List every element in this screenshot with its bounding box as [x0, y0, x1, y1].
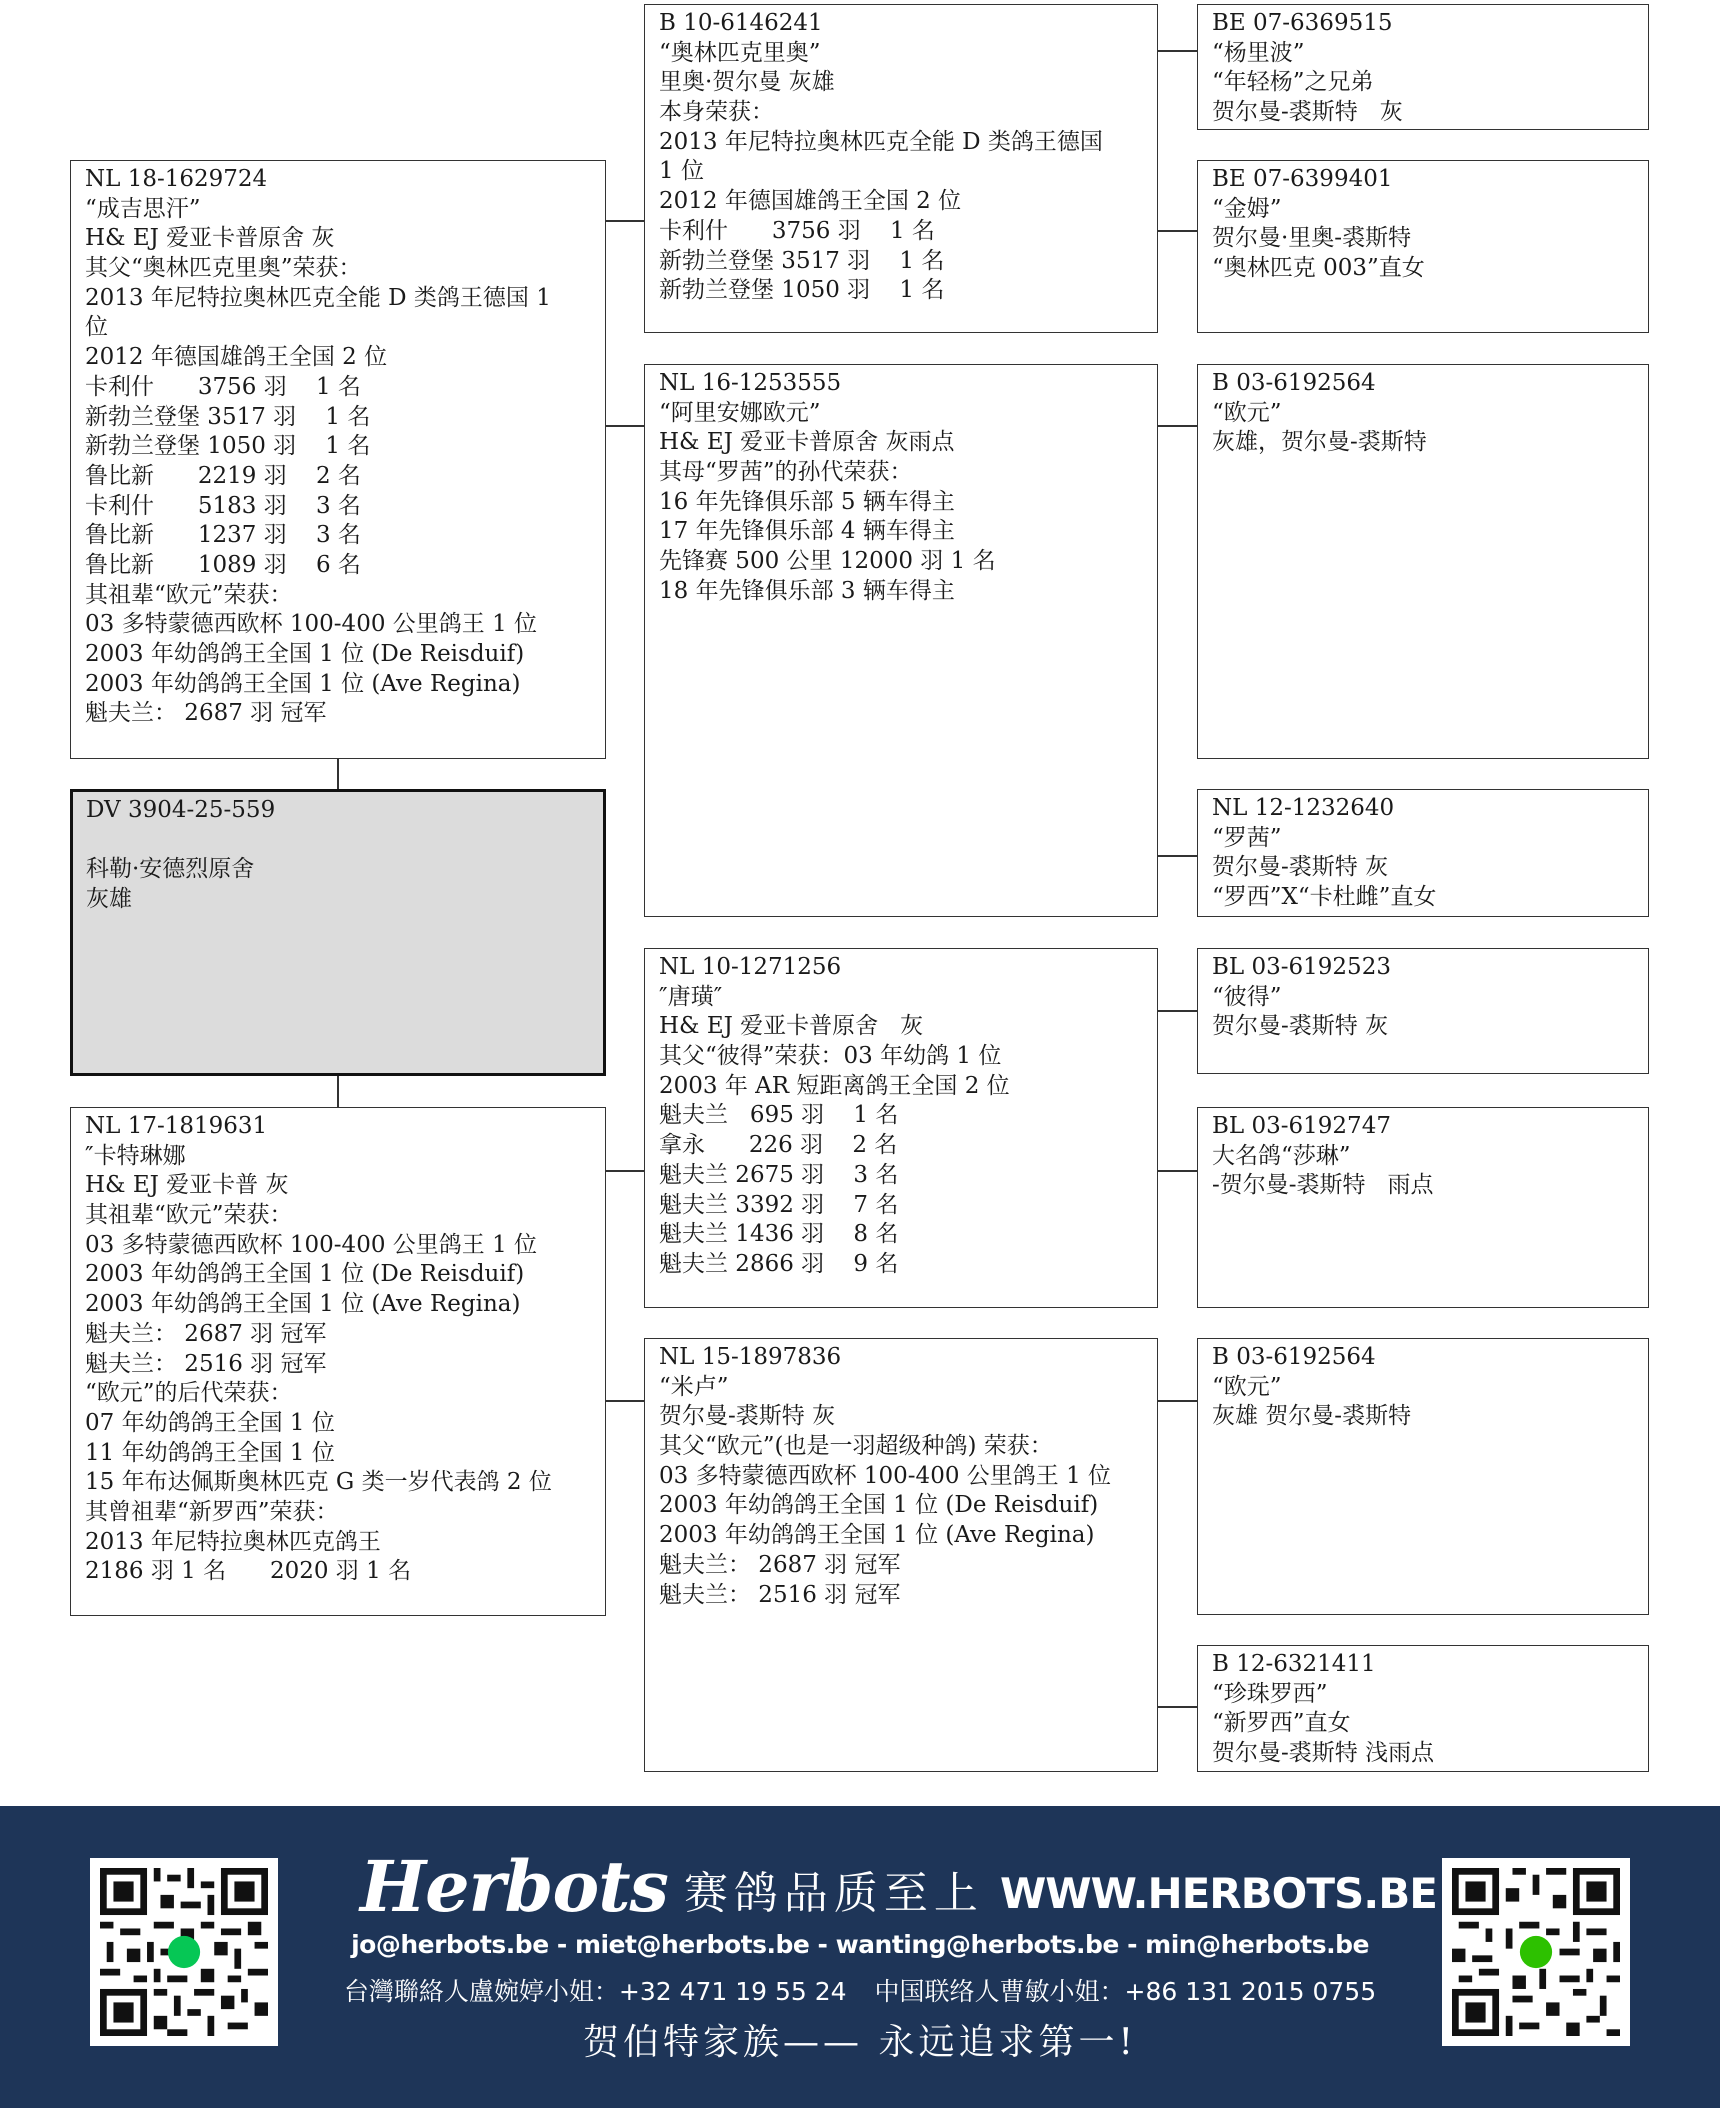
- pedigree-line: 灰雄: [86, 886, 132, 913]
- pedigree-line: H& EJ 爱亚卡普原舍 灰雨点: [659, 429, 955, 456]
- connector-line: [1158, 1400, 1197, 1402]
- pedigree-line: 2186 羽 1 名 2020 羽 1 名: [85, 1558, 412, 1585]
- pedigree-line: 贺尔曼-裘斯特 灰: [1212, 99, 1403, 126]
- dam-box: [70, 1107, 606, 1616]
- pedigree-line: NL 17-1819631: [85, 1113, 268, 1139]
- pedigree-line: “米卢”: [659, 1373, 729, 1400]
- pedigree-line: B 03-6192564: [1212, 370, 1376, 396]
- brand-slogan: 赛鸽品质至上: [683, 1868, 984, 1919]
- pedigree-line: B 12-6321411: [1212, 1651, 1376, 1677]
- pedigree-line: 贺尔曼-裘斯特 灰: [1212, 854, 1389, 881]
- pedigree-line: “欧元”: [1212, 399, 1282, 426]
- pedigree-line: 2003 年幼鸽鸽王全国 1 位 (Ave Regina): [659, 1522, 1095, 1549]
- pedigree-line: 18 年先锋俱乐部 3 辆车得主: [659, 577, 955, 604]
- pedigree-line: “成吉思汗”: [85, 195, 201, 222]
- pedigree-line: 2012 年德国雄鸽王全国 2 位: [85, 344, 388, 371]
- pedigree-line: BE 07-6369515: [1212, 10, 1393, 36]
- pedigree-line: 2003 年幼鸽鸽王全国 1 位 (Ave Regina): [85, 670, 521, 697]
- pedigree-line: “金姆”: [1212, 195, 1282, 222]
- ss-sire-box: [1197, 4, 1649, 130]
- pedigree-line: 2003 年幼鸽鸽王全国 1 位 (De Reisduif): [85, 1261, 525, 1288]
- pedigree-line: 魁夫兰 695 羽 1 名: [659, 1102, 899, 1129]
- pedigree-line: 卡利什 5183 羽 3 名: [85, 492, 361, 519]
- pedigree-line: 里奥·贺尔曼 灰雄: [659, 69, 835, 96]
- pedigree-line: 16 年先锋俱乐部 5 辆车得主: [659, 488, 955, 515]
- pedigree-line: B 10-6146241: [659, 10, 823, 36]
- pedigree-line: 15 年布达佩斯奥林匹克 G 类一岁代表鸽 2 位: [85, 1469, 552, 1496]
- pedigree-line: 魁夫兰 2675 羽 3 名: [659, 1161, 899, 1188]
- pedigree-line: H& EJ 爱亚卡普 灰: [85, 1172, 289, 1199]
- pedigree-line: 魁夫兰： 2687 羽 冠军: [85, 700, 327, 727]
- pedigree-line: “彼得”: [1212, 983, 1282, 1010]
- pedigree-line: NL 18-1629724: [85, 166, 268, 192]
- pedigree-line: 魁夫兰： 2516 羽 冠军: [659, 1581, 901, 1608]
- pedigree-line: NL 12-1232640: [1212, 795, 1395, 821]
- pedigree-line: 17 年先锋俱乐部 4 辆车得主: [659, 518, 955, 545]
- contact-china: 中国联络人曹敏小姐：+86 131 2015 0755: [874, 1977, 1377, 2006]
- pedigree-line: 2013 年尼特拉奥林匹克全能 D 类鸽王德国: [659, 128, 1103, 155]
- sire-box: [70, 160, 606, 759]
- qr-code-wechat[interactable]: [1442, 1858, 1630, 2046]
- pedigree-line: 其曾祖辈“新罗西”荣获：: [85, 1498, 339, 1525]
- connector-line: [606, 1400, 644, 1402]
- pedigree-line: “珍珠罗西”: [1212, 1680, 1328, 1707]
- pedigree-line: 魁夫兰 3392 羽 7 名: [659, 1191, 899, 1218]
- pedigree-line: 贺尔曼-裘斯特 灰: [659, 1403, 836, 1430]
- sd-sire-box: [1197, 364, 1649, 759]
- pedigree-line: 2003 年 AR 短距离鸽王全国 2 位: [659, 1072, 1010, 1099]
- pedigree-line: 贺尔曼·里奥-裘斯特: [1212, 225, 1412, 252]
- pedigree-line: 2003 年幼鸽鸽王全国 1 位 (De Reisduif): [85, 641, 525, 667]
- pedigree-line: 07 年幼鸽鸽王全国 1 位: [85, 1409, 335, 1436]
- pedigree-line: “新罗西”直女: [1212, 1710, 1351, 1737]
- connector-line: [1158, 1170, 1197, 1172]
- connector-line: [1158, 1706, 1197, 1708]
- family-motto: 贺伯特家族—— 永远追求第一!: [583, 2022, 1137, 2063]
- ds-sire-box: [1197, 948, 1649, 1074]
- pedigree-line: B 03-6192564: [1212, 1344, 1376, 1370]
- footer-banner: [0, 1806, 1720, 2108]
- pedigree-line: 魁夫兰 2866 羽 9 名: [659, 1250, 899, 1277]
- pedigree-line: 魁夫兰： 2687 羽 冠军: [659, 1551, 901, 1578]
- pedigree-line: “奥林匹克 003”直女: [1212, 255, 1425, 282]
- pedigree-line: 03 多特蒙德西欧杯 100-400 公里鸽王 1 位: [659, 1462, 1112, 1489]
- connector-line: [606, 220, 644, 222]
- subject-pigeon-box: [70, 789, 606, 1076]
- pedigree-line: 贺尔曼-裘斯特 浅雨点: [1212, 1740, 1435, 1767]
- wechat-icon: [1520, 1936, 1552, 1968]
- pedigree-line: 先锋赛 500 公里 12000 羽 1 名: [659, 548, 996, 575]
- pedigree-line: ″卡特琳娜: [85, 1142, 186, 1169]
- pedigree-line: “年轻杨”之兄弟: [1212, 69, 1374, 96]
- pedigree-line: 2003 年幼鸽鸽王全国 1 位 (Ave Regina): [85, 1291, 521, 1318]
- pedigree-line: NL 16-1253555: [659, 370, 842, 396]
- dam-sire-box: [644, 948, 1158, 1308]
- pedigree-line: 2013 年尼特拉奥林匹克鸽王: [85, 1528, 381, 1555]
- pedigree-line: 魁夫兰： 2516 羽 冠军: [85, 1350, 327, 1377]
- contact-taiwan: 台灣聯絡人盧婉婷小姐：+32 471 19 55 24: [343, 1977, 847, 2006]
- connector-line: [606, 1170, 644, 1172]
- pedigree-line: 新勃兰登堡 1050 羽 1 名: [659, 277, 945, 304]
- pedigree-line: “罗西”X“卡杜雌”直女: [1212, 884, 1437, 911]
- pedigree-line: 新勃兰登堡 1050 羽 1 名: [85, 433, 371, 460]
- pedigree-line: 本身荣获：: [659, 99, 774, 126]
- pedigree-line: 2013 年尼特拉奥林匹克全能 D 类鸽王德国 1: [85, 284, 551, 311]
- pedigree-line: BE 07-6399401: [1212, 166, 1393, 192]
- website-link[interactable]: WWW.HERBOTS.BE: [999, 1869, 1437, 1918]
- pedigree-line: ″唐璜″: [659, 983, 723, 1010]
- connector-line: [337, 759, 339, 789]
- pedigree-line: 位: [85, 314, 108, 341]
- qr-code-right-icon: [1452, 1868, 1620, 2036]
- email-list[interactable]: jo@herbots.be - miet@herbots.be - wanting@herbots.be - min@herbots.be: [351, 1930, 1369, 1959]
- pedigree-line: 其父“彼得”荣获：03 年幼鸽 1 位: [659, 1043, 1002, 1070]
- pedigree-line: “罗茜”: [1212, 824, 1282, 851]
- pedigree-line: 其父“欧元”(也是一羽超级种鸽) 荣获：: [659, 1433, 1053, 1460]
- connector-line: [1158, 855, 1197, 857]
- connector-line: [606, 425, 644, 427]
- pedigree-line: 03 多特蒙德西欧杯 100-400 公里鸽王 1 位: [85, 611, 538, 638]
- sire-sire-box: [644, 4, 1158, 333]
- sd-dam-box: [1197, 789, 1649, 917]
- pedigree-line: 其母“罗茜”的孙代荣获：: [659, 459, 913, 486]
- pedigree-line: “阿里安娜欧元”: [659, 399, 821, 426]
- pedigree-line: 卡利什 3756 羽 1 名: [659, 217, 935, 244]
- pedigree-line: 魁夫兰 1436 羽 8 名: [659, 1221, 899, 1248]
- pedigree-line: [86, 826, 590, 856]
- pedigree-line: 新勃兰登堡 3517 羽 1 名: [659, 247, 945, 274]
- pedigree-line: 1 位: [659, 158, 704, 185]
- dam-dam-box: [644, 1338, 1158, 1772]
- connector-line: [1158, 230, 1197, 232]
- pedigree-line: 鲁比新 1089 羽 6 名: [85, 551, 361, 578]
- pedigree-line: BL 03-6192523: [1212, 954, 1391, 980]
- pedigree-line: 03 多特蒙德西欧杯 100-400 公里鸽王 1 位: [85, 1231, 538, 1258]
- pedigree-line: NL 10-1271256: [659, 954, 842, 980]
- pedigree-line: 鲁比新 2219 羽 2 名: [85, 462, 361, 489]
- pedigree-line: 科勒·安德烈原舍: [86, 856, 255, 883]
- pedigree-line: 新勃兰登堡 3517 羽 1 名: [85, 403, 371, 430]
- connector-line: [1158, 425, 1197, 427]
- pedigree-line: 其祖辈“欧元”荣获：: [85, 1202, 293, 1229]
- pedigree-line: 魁夫兰： 2687 羽 冠军: [85, 1320, 327, 1347]
- connector-line: [337, 1076, 339, 1107]
- pedigree-line: NL 15-1897836: [659, 1344, 842, 1370]
- pedigree-line: 2003 年幼鸽鸽王全国 1 位 (De Reisduif): [659, 1492, 1099, 1519]
- connector-line: [1158, 50, 1197, 52]
- pedigree-line: BL 03-6192747: [1212, 1113, 1391, 1139]
- pedigree-line: “杨里波”: [1212, 39, 1305, 66]
- ss-dam-box: [1197, 160, 1649, 333]
- pedigree-line: 鲁比新 1237 羽 3 名: [85, 522, 361, 549]
- pedigree-line: H& EJ 爱亚卡普原舍 灰: [85, 225, 335, 252]
- ds-dam-box: [1197, 1107, 1649, 1308]
- pedigree-line: 灰雄 贺尔曼-裘斯特: [1212, 1403, 1412, 1430]
- dd-dam-box: [1197, 1645, 1649, 1772]
- pedigree-line: DV 3904-25-559: [86, 797, 276, 823]
- pedigree-line: -贺尔曼-裘斯特 雨点: [1212, 1172, 1434, 1199]
- pedigree-line: 其父“奥林匹克里奥”荣获：: [85, 255, 362, 282]
- herbots-logo: Herbots: [360, 1845, 668, 1928]
- pedigree-line: 卡利什 3756 羽 1 名: [85, 373, 361, 400]
- pedigree-line: 大名鸽“莎琳”: [1212, 1142, 1351, 1169]
- sire-dam-box: [644, 364, 1158, 917]
- pedigree-line: “欧元”: [1212, 1373, 1282, 1400]
- pedigree-line: 其祖辈“欧元”荣获：: [85, 581, 293, 608]
- connector-line: [1158, 1010, 1197, 1012]
- pedigree-line: H& EJ 爱亚卡普原舍 灰: [659, 1013, 924, 1040]
- pedigree-line: 拿永 226 羽 2 名: [659, 1132, 898, 1159]
- pedigree-line: 11 年幼鸽鸽王全国 1 位: [85, 1439, 335, 1466]
- pedigree-line: “奥林匹克里奥”: [659, 39, 821, 66]
- pedigree-line: 灰雄，贺尔曼-裘斯特: [1212, 429, 1427, 456]
- pedigree-line: 2012 年德国雄鸽王全国 2 位: [659, 188, 962, 215]
- brand-row: [360, 1846, 1437, 1926]
- pedigree-line: “欧元”的后代荣获：: [85, 1380, 293, 1407]
- pedigree-line: 贺尔曼-裘斯特 灰: [1212, 1013, 1389, 1040]
- dd-sire-box: [1197, 1338, 1649, 1615]
